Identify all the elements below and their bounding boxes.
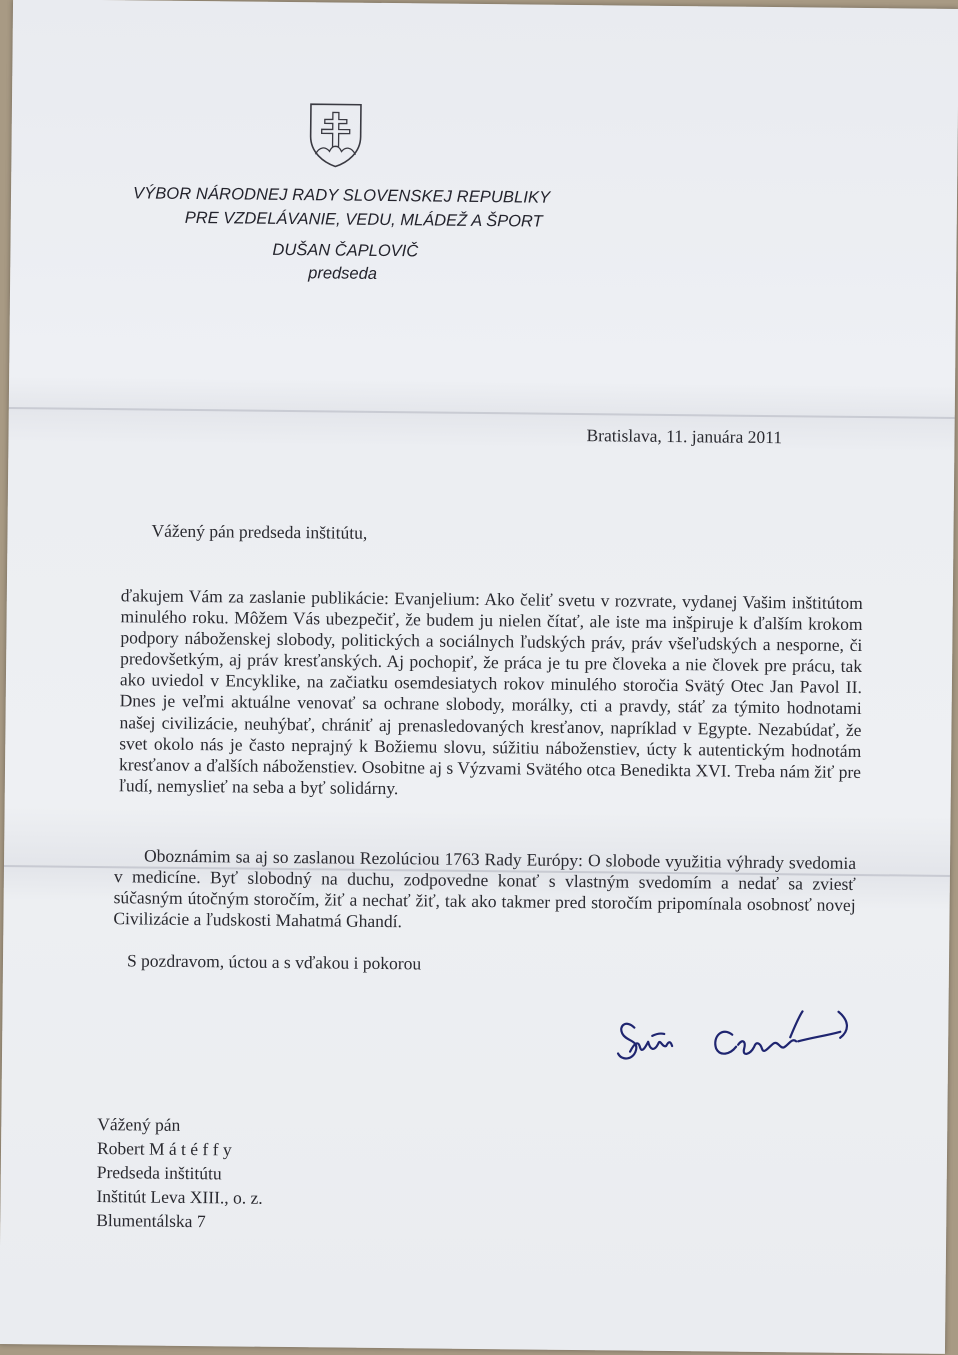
committee-name-line2: PRE VZDELÁVANIE, VEDU, MLÁDEŽ A ŠPORT xyxy=(184,208,543,231)
committee-name-line1: VÝBOR NÁRODNEJ RADY SLOVENSKEJ REPUBLIKY xyxy=(132,184,551,207)
addressee-line-5: Blumentálska 7 xyxy=(96,1210,206,1232)
addressee-line-1: Vážený pán xyxy=(97,1114,181,1135)
closing: S pozdravom, úctou a s vďakou i pokorou xyxy=(126,950,422,974)
addressee-line-4: Inštitút Leva XIII., o. z. xyxy=(96,1186,263,1208)
addressee-line-2: Robert M á t é f f y xyxy=(96,1138,232,1160)
body-paragraph-1: ďakujem Vám za zaslanie publikácie: Evanjelium: Ako čeliť svetu v rozvrate, vydanej Vašim inštitútom minulého roku. Môžem Vás ubezpečiť, že budem ju nielen čítať, ale iste ma inšpiruje k ďalším krokom podpory náboženskej slobody, politických a sociálnych ľudských práv, práv všeľudských a nesporne, či predovšetkým, aj práv kresťanských. Aj pochopiť, že práca je tu pre človeka a nie človek pre prácu, tak ako uviedol v Encyklike, na začiatku osemdesiatych rokov minulého storočia Svätý Otec Jan Pavol II. Dnes je veľmi aktuálne venovať sa ochrane slobody, morálky, cti a pravdy, stáť za týmito hodnotami našej civilizácie, neuhýbať, chrániť aj prenasledovaných kresťanov, napríklad v Egypte. Nezabúdať, že svet okolo nás je často neprajný k Božiemu slovu, súžitiu náboženstiev, úcty k autentickým hodnotám kresťanov a ďalších náboženstiev. Osobitne aj s Výzvami Svätého otca Benedikta XVI. Treba nám žiť pre ľudí, nemyslieť na seba a byť solidárny. xyxy=(118,585,863,799)
handwritten-signature xyxy=(612,995,863,1078)
sender-role: predseda xyxy=(308,264,378,283)
slovak-coat-of-arms-icon xyxy=(307,102,364,169)
body-paragraph-2: Oboznámim sa aj so zaslanou Rezolúciou 1763 Rady Európy: O slobode využitia výhrady svedomia v medicíne. Byť slobodný na duchu, zodpovedne konať s vlastným svedomím a nedať sa zviesť súčasným útočným storočím, žiť a nechať žiť, tak ako takmer pred storočím pripomínala osobnosť novej Civilizácie a ľudskosti Mahatmá Ghandí. xyxy=(113,845,857,932)
addressee-line-3: Predseda inštitútu xyxy=(96,1162,222,1184)
fold-crease xyxy=(9,407,955,419)
salutation: Vážený pán predseda inštitútu, xyxy=(151,520,368,543)
sender-name: DUŠAN ČAPLOVIČ xyxy=(272,240,419,261)
place-date: Bratislava, 11. januára 2011 xyxy=(586,425,783,448)
